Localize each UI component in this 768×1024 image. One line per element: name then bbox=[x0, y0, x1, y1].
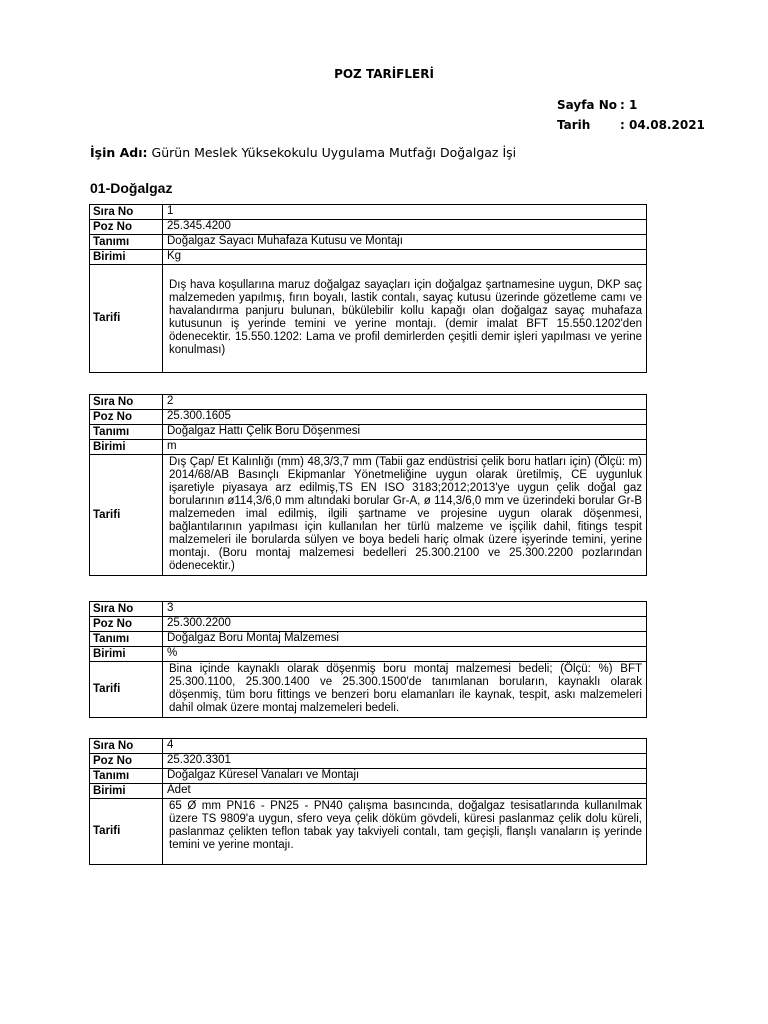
date-line bbox=[557, 118, 705, 132]
birim-label: Birimi bbox=[90, 440, 163, 455]
tarif-value: 65 Ø mm PN16 - PN25 - PN40 çalışma basıncında, doğalgaz tesisatlarında kullanılmak üzere TS 9809'a uygun, sfero veya çelik döküm gövdeli, küresi paslanmaz çelik dolu küreli, paslanmaz çelikten teflon tabak yay takviyeli contalı, tam geçişli, flanşlı vanaların iş yerinde temini ve yerine montajı. bbox=[163, 799, 647, 865]
sira-no-value: 3 bbox=[163, 602, 647, 617]
tarif-value: Dış Çap/ Et Kalınlığı (mm) 48,3/3,7 mm (Tabii gaz endüstrisi çelik boru hatları için) (Ölçü: m) 2014/68/AB Basınçlı Ekipmanlar Yönetmeliğine uygun olarak üretilmiş, CE uygunluk işaretiyle piyasaya arz edilmiş,TS EN ISO 3183;2012;2013'ye uygun çelik doğal gaz borularının ø114,3/6,0 mm altındaki borular Gr-A, ø 114,3/6,0 mm ve üzerindeki borular Gr-B malzemeden imal edilmiş, ilgili şartname ve projesine uygun olarak döşenmesi, bağlantılarının yapılması için kullanılan her türlü malzeme ve işçilik dahil, fitings tespit malzemeleri ile borularda sülyen ve boya bedeli hariç olmak üzere işyerinde temini, yerine montajı. (Boru montaj malzemesi bedelleri 25.300.2100 ve 25.300.2200 pozlarından ödenecektir.) bbox=[163, 455, 647, 576]
birim-value: m bbox=[163, 440, 647, 455]
sira-no-label: Sıra No bbox=[90, 395, 163, 410]
tarif-value: Dış hava koşullarına maruz doğalgaz sayaçları için doğalgaz şartnamesine uygun, DKP saç malzemeden yapılmış, fırın boyalı, lastik contalı, sayaç kutusu üzerinde gözetleme camı ve havalandırma panjuru bulunan, bükülebilir kollu kapağı olan doğalgaz sayaç muhafaza kutusunun iş yerinde temini ve yerine montajı. (demir imalat BFT 15.550.1202'den ödenecektir. 15.550.1202: Lama ve profil demirlerden çeşitli demir işleri yapılması ve yerine konulması) bbox=[163, 265, 647, 373]
job-name-line bbox=[90, 145, 516, 160]
tanim-label: Tanımı bbox=[90, 235, 163, 250]
sira-no-value: 1 bbox=[163, 205, 647, 220]
page-number-value: : 1 bbox=[620, 98, 638, 112]
birim-value: Kg bbox=[163, 250, 647, 265]
poz-no-value: 25.320.3301 bbox=[163, 754, 647, 769]
date-value: : 04.08.2021 bbox=[620, 118, 705, 132]
tanim-label: Tanımı bbox=[90, 425, 163, 440]
birim-value: % bbox=[163, 647, 647, 662]
date-label: Tarih bbox=[557, 118, 591, 132]
tanim-label: Tanımı bbox=[90, 632, 163, 647]
poz-no-label: Poz No bbox=[90, 617, 163, 632]
tarif-label: Tarifi bbox=[90, 455, 163, 576]
poz-no-value: 25.345.4200 bbox=[163, 220, 647, 235]
job-name-label: İşin Adı: bbox=[90, 145, 148, 160]
page-number-label: Sayfa No bbox=[557, 98, 617, 112]
tarif-value: Bina içinde kaynaklı olarak döşenmiş boru montaj malzemesi bedeli; (Ölçü: %) BFT 25.300.1100, 25.300.1400 ve 25.300.1500'de tanımlanan boruların, kaynaklı olarak döşenmiş, tüm boru fittings ve benzeri boru elamanları ile kaynak, tespit, askı malzemeleri dahil olmak üzere montaj malzemeleri bedeli. bbox=[163, 662, 647, 718]
tanim-value: Doğalgaz Küresel Vanaları ve Montajı bbox=[163, 769, 647, 784]
sira-no-label: Sıra No bbox=[90, 602, 163, 617]
tarif-label: Tarifi bbox=[90, 662, 163, 718]
tanim-value: Doğalgaz Boru Montaj Malzemesi bbox=[163, 632, 647, 647]
poz-no-value: 25.300.1605 bbox=[163, 410, 647, 425]
birim-value: Adet bbox=[163, 784, 647, 799]
poz-no-label: Poz No bbox=[90, 410, 163, 425]
poz-table-1 bbox=[89, 204, 647, 373]
tarif-label: Tarifi bbox=[90, 265, 163, 373]
tarif-label: Tarifi bbox=[90, 799, 163, 865]
birim-label: Birimi bbox=[90, 784, 163, 799]
poz-no-label: Poz No bbox=[90, 220, 163, 235]
poz-table-3 bbox=[89, 601, 647, 718]
poz-table-2 bbox=[89, 394, 647, 576]
sira-no-value: 4 bbox=[163, 739, 647, 754]
sira-no-label: Sıra No bbox=[90, 205, 163, 220]
poz-no-value: 25.300.2200 bbox=[163, 617, 647, 632]
poz-no-label: Poz No bbox=[90, 754, 163, 769]
tanim-label: Tanımı bbox=[90, 769, 163, 784]
sira-no-label: Sıra No bbox=[90, 739, 163, 754]
page-number-line bbox=[557, 98, 637, 112]
birim-label: Birimi bbox=[90, 647, 163, 662]
tanim-value: Doğalgaz Sayacı Muhafaza Kutusu ve Montajı bbox=[163, 235, 647, 250]
poz-table-4 bbox=[89, 738, 647, 865]
sira-no-value: 2 bbox=[163, 395, 647, 410]
section-title: 01-Doğalgaz bbox=[90, 180, 173, 196]
job-name-value: Gürün Meslek Yüksekokulu Uygulama Mutfağı Doğalgaz İşi bbox=[147, 145, 517, 160]
tanim-value: Doğalgaz Hattı Çelik Boru Döşenmesi bbox=[163, 425, 647, 440]
document-title: POZ TARİFLERİ bbox=[334, 67, 434, 81]
birim-label: Birimi bbox=[90, 250, 163, 265]
